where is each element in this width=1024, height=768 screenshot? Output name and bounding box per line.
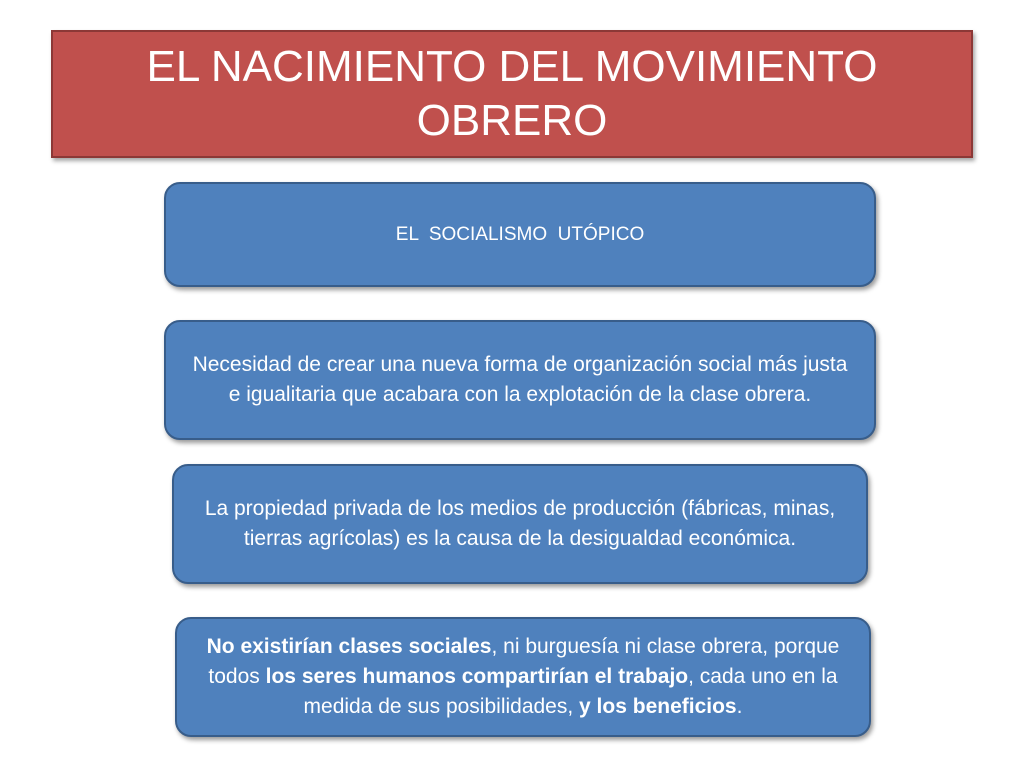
title-box — [51, 30, 973, 158]
card-point-2 — [172, 464, 868, 584]
card-point-2-text: La propiedad privada de los medios de producción (fábricas, minas, tierras agrícolas) es la causa de la desigualdad económica. — [204, 497, 836, 550]
bold-segment-5: y los beneficios — [579, 695, 737, 718]
card-point-1-text: Necesidad de crear una nueva forma de organización social más justa e igualitaria que acabara con la explotación de la clase obrera. — [192, 353, 848, 406]
text-segment-4: , cada uno en la medida de sus posibilidades, — [303, 665, 838, 718]
card-point-3 — [175, 617, 871, 737]
card-socialismo-utopico — [164, 182, 876, 287]
slide-title: EL NACIMIENTO DEL MOVIMIENTO OBRERO — [146, 42, 878, 145]
text-segment-6: . — [736, 695, 743, 718]
card-point-3-text — [177, 632, 869, 722]
text-segment-2: , ni burguesía ni clase obrera, porque todos — [208, 635, 840, 688]
card-heading: EL SOCIALISMO UTÓPICO — [395, 223, 645, 245]
card-point-1 — [164, 320, 876, 440]
bold-segment-1: No existirían clases sociales — [206, 635, 492, 658]
bold-segment-3: los seres humanos compartirían el trabajo — [265, 665, 689, 688]
